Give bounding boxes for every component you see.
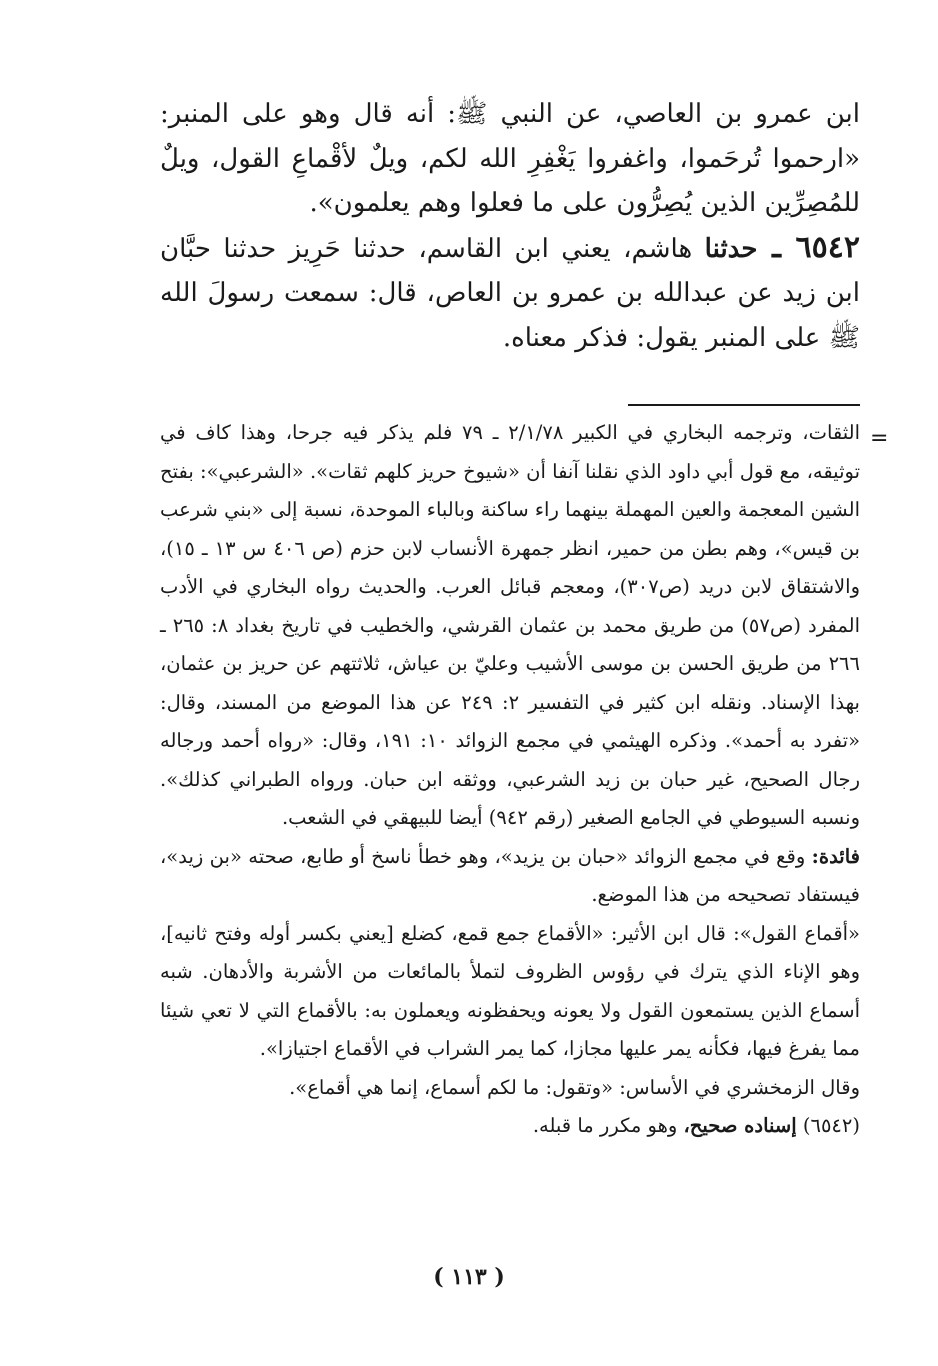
main-paragraph-1: [160, 92, 860, 226]
footnote-5-label: إسناده صحيح،: [683, 1114, 797, 1137]
hadith-dash: ـ: [757, 229, 796, 265]
main-paragraph-2: [160, 226, 860, 361]
footnote-4-text: وقال الزمخشري في الأساس: «وتقول: ما لكم أسماع، إنما هي أقماع».: [289, 1075, 860, 1099]
main-text: [160, 92, 860, 360]
footnote-1-text: الثقات، وترجمه البخاري في الكبير ٢/١/٧٨ ـ ٧٩ فلم يذكر فيه جرحا، وهذا كاف في توثيقه، مع قول أبي داود الذي نقلنا آنفا أن «شيوخ حريز كلهم ثقات». «الشرعبي»: بفتح الشين المعجمة والعين المهملة بينهما راء ساكنة وبالباء الموحدة، نسبة إلى «بني شرعب بن قيس»، وهم بطن من حمير، انظر جمهرة الأنساب لابن حزم (ص ٤٠٦ س ١٣ ـ ١٥)، والاشتقاق لابن دريد (ص٣٠٧)، ومعجم قبائل العرب. والحديث رواه البخاري في الأدب المفرد (ص٥٧) من طريق محمد بن عثمان القرشي، والخطيب في تاريخ بغداد ٨: ٢٦٥ ـ ٢٦٦ من طريق الحسن بن موسى الأشيب وعليّ بن عياش، ثلاثتهم عن حريز بن عثمان، بهذا الإسناد. ونقله ابن كثير في التفسير ٢: ٢٤٩ عن هذا الموضع من المسند، وقال: «تفرد به أحمد». وذكره الهيثمي في مجمع الزوائد ١٠: ١٩١، وقال: «رواه أحمد ورجاله رجال الصحيح، غير حبان بن زيد الشرعبي، ووثقه ابن حبان. ورواه الطبراني كذلك». ونسبه السيوطي في الجامع الصغير (رقم ٩٤٢) أيضا للبيهقي في الشعب.: [160, 421, 861, 829]
main-paragraph-2-text: هاشم، يعني ابن القاسم، حدثنا حَرِيز حدثنا حبَّان ابن زيد عن عبدالله بن عمرو بن العاص، قال: سمعت رسولَ الله ﷺ على المنبر يقول: فذكر معناه.: [160, 233, 860, 353]
continued-mark: =: [870, 426, 889, 451]
footnotes: [160, 414, 860, 1146]
footnote-4: [160, 1069, 860, 1108]
footnote-2: [160, 838, 860, 915]
page-number: ( ١١٣ ): [433, 1264, 505, 1290]
main-paragraph-1-text: ابن عمرو بن العاصي، عن النبي ﷺ: أنه قال وهو على المنبر: «ارحموا تُرحَموا، واغفروا يَغْفِرِ الله لكم، ويلٌ لأقْماعِ القول، ويلٌ للمُصِرِّين الذين يُصِرُّون على ما فعلوا وهم يعلمون».: [160, 99, 860, 218]
footnote-3: [160, 915, 860, 1069]
hadith-lead-word: حدثنا: [704, 233, 758, 264]
hadith-number: ٦٥٤٢: [795, 229, 860, 265]
footnote-5-number: (٦٥٤٢): [802, 1114, 860, 1137]
footnote-3-text: «أقماع القول»: قال ابن الأثير: «الأقماع جمع قمع، كضلع [يعني بكسر أوله وفتح ثانيه]، وهو الإناء الذي يترك في رؤوس الظروف لتملأ بالمائعات من الأشربة والأدهان. شبه أسماع الذين يستمعون القول ولا يعونه ويحفظونه ويعملون به: بالأقماع التي لا تعي شيئا مما يفرغ فيها، فكأنه يمر عليها مجازا، كما يمر الشراب في الأقماع اجتيازا».: [160, 921, 860, 1060]
footnote-5: [160, 1107, 860, 1146]
footnote-5-text: وهو مكرر ما قبله.: [532, 1114, 684, 1137]
footnote-2-text: وقع في مجمع الزوائد «حبان بن يزيد»، وهو خطأ ناسخ أو طابع، صحته «بن زيد»، فيستفاد تصحيحه من هذا الموضع.: [160, 844, 860, 906]
footnote-separator: [628, 404, 860, 406]
footnote-1: [160, 414, 860, 838]
footnote-2-label: فائدة:: [811, 844, 860, 868]
